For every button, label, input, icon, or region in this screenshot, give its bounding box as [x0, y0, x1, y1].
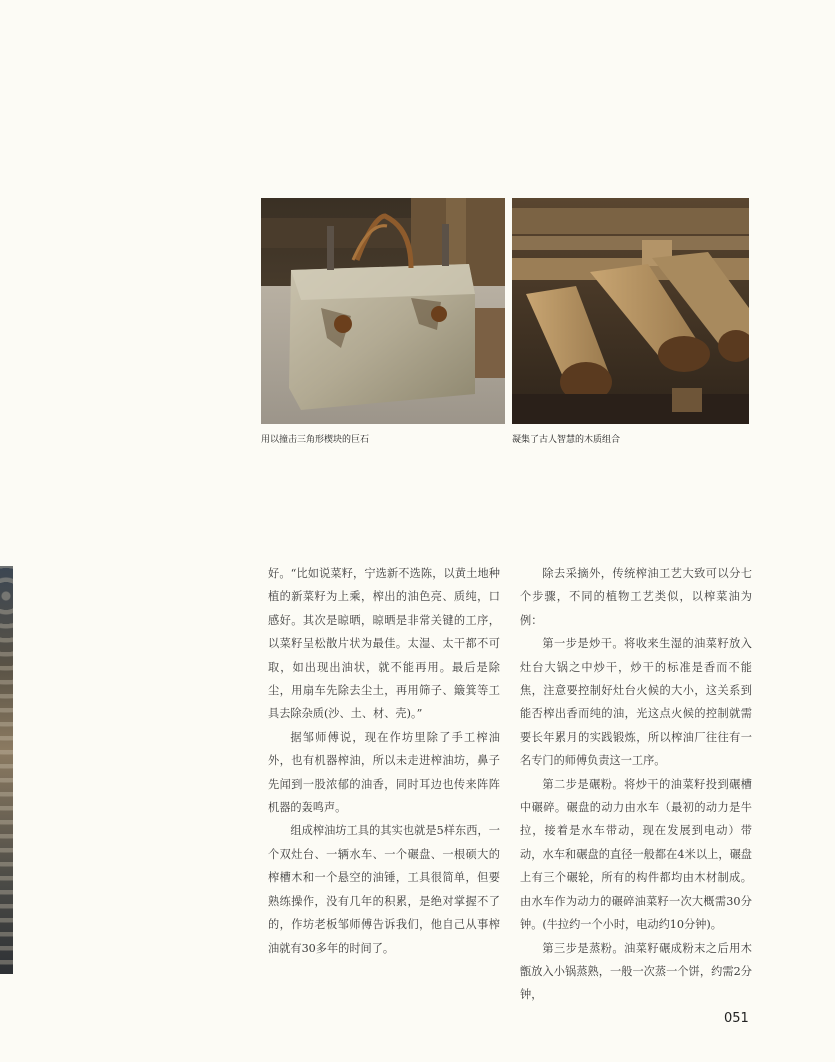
paragraph: 好。“比如说菜籽，宁选新不选陈，以黄土地种植的新菜籽为上乘，榨出的油色亮、质纯，口感好。其次是晾晒，晾晒是非常关键的工序，以菜籽呈松散片状为最佳。太湿、太干都不可取，如出现出油状，就不能再用。最后是除尘，用扇车先除去尘土，再用筛子、簸箕等工具去除杂质(沙、土、材、壳)。”: [268, 567, 500, 721]
photo-caption-left: 用以撞击三角形楔块的巨石: [261, 435, 370, 445]
paragraph: 除去采摘外，传统榨油工艺大致可以分七个步骤，不同的植物工艺类似，以榨菜油为例：: [520, 567, 752, 627]
wooden-press-illustration: [512, 198, 749, 424]
paragraph: 组成榨油坊工具的其实也就是5样东西，一个双灶台、一辆水车、一个碾盘、一根硕大的榨槽木和一个悬空的油锤，工具很简单，但要熟练操作，没有几年的积累，是绝对掌握不了的，作坊老板邹师傅告诉我们，他自己从事榨油就有30多年的时间了。: [268, 824, 500, 955]
stone-block-illustration: [261, 198, 505, 424]
stone-block-photo: [261, 198, 505, 424]
article-column-right: [520, 562, 752, 1007]
paragraph: 第二步是碾粉。将炒干的油菜籽投到碾槽中碾碎。碾盘的动力由水车（最初的动力是牛拉，接着是水车带动，现在发展到电动）带动，水车和碾盘的直径一般都在4米以上，碾盘上有三个碾轮，所有的构件都均由木材制成。由水车作为动力的碾碎油菜籽一次大概需30分钟。(牛拉约一个小时，电动约10分钟)。: [520, 777, 752, 932]
wooden-press-photo: [512, 198, 749, 424]
photo-caption-right: 凝集了古人智慧的木质组合: [512, 435, 621, 445]
paragraph: 第三步是蒸粉。油菜籽碾成粉末之后用木甑放入小锅蒸熟，一般一次蒸一个饼，约需2分钟，: [520, 941, 752, 1002]
paragraph: 第一步是炒干。将收来生湿的油菜籽放入灶台大锅之中炒干，炒干的标准是香而不能焦，注意要控制好灶台火候的大小，这关系到能否榨出香而纯的油，光这点火候的控制就需要长年累月的实践锻炼，所以榨油厂往往有一名专门的师傅负责这一工序。: [520, 637, 752, 768]
paragraph: 据邹师傅说，现在作坊里除了手工榨油外，也有机器榨油，所以未走进榨油坊，鼻子先闻到一股浓郁的油香，同时耳边也传来阵阵机器的轰鸣声。: [268, 730, 500, 815]
adjacent-page-photo-edge: [0, 566, 13, 974]
page-number: 051: [724, 1011, 749, 1026]
article-column-left: [268, 562, 500, 960]
